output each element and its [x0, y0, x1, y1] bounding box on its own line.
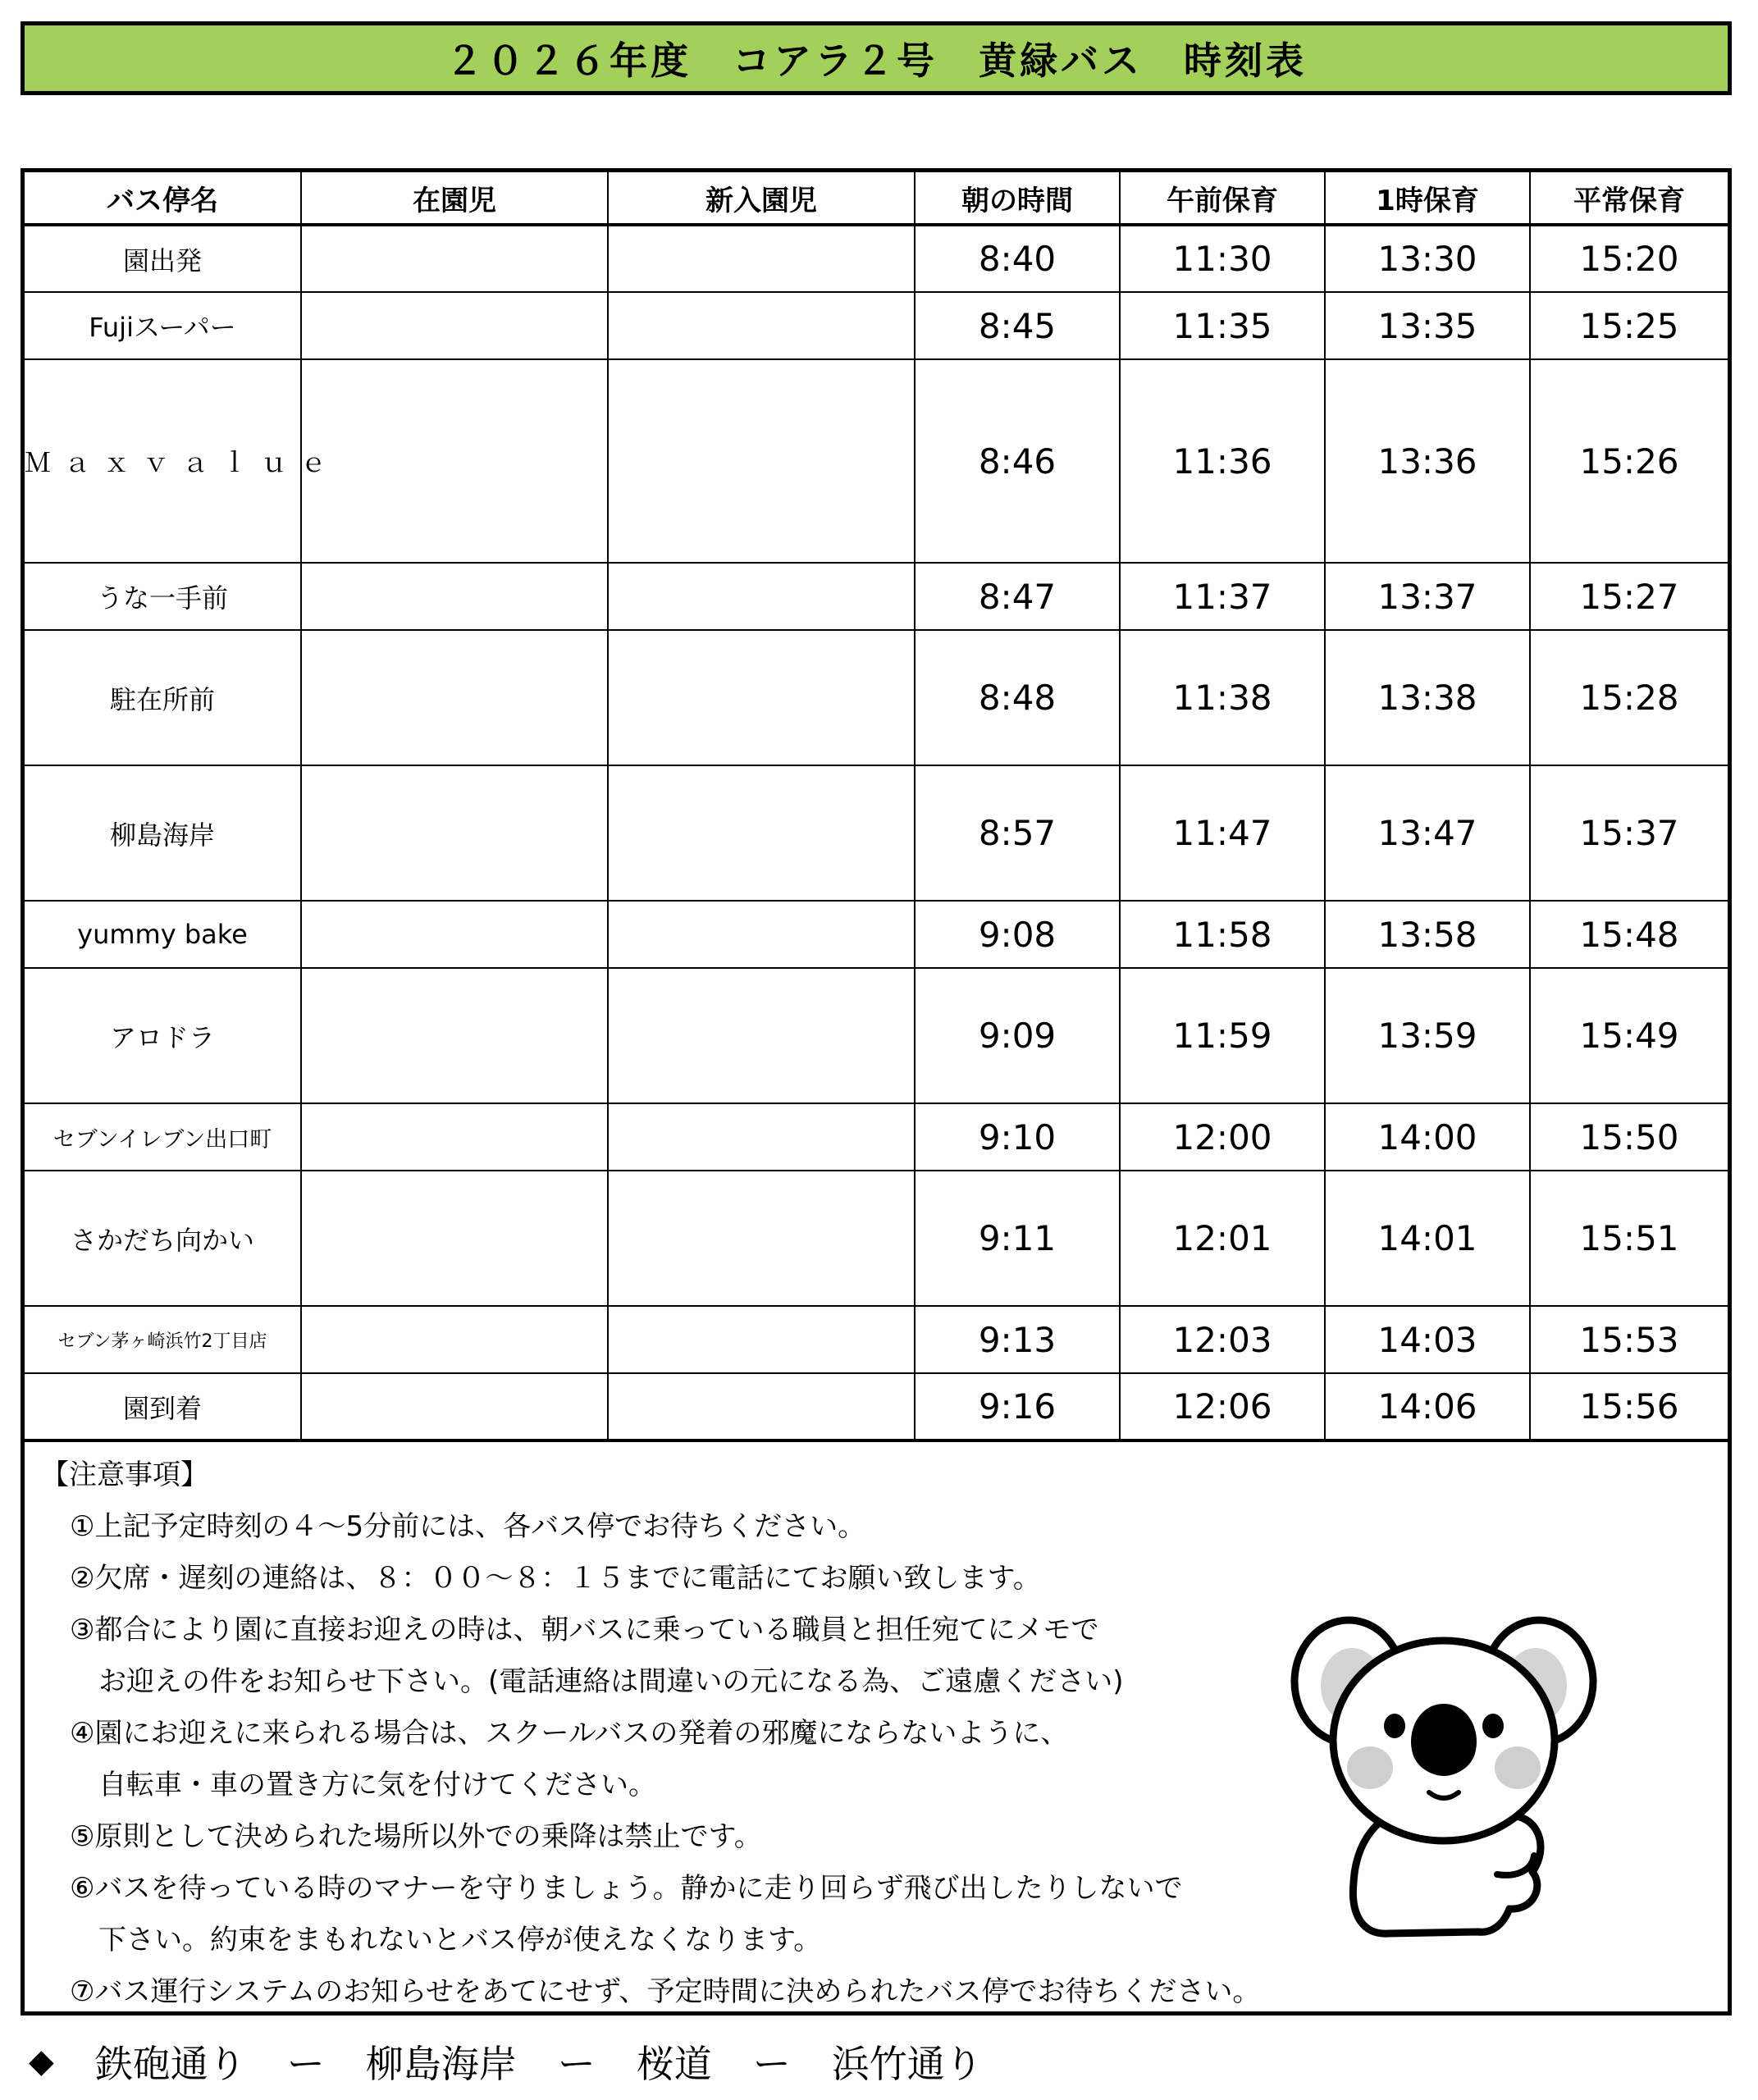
time-1pm: 14:06 — [1325, 1373, 1530, 1440]
stop-name: セブン茅ヶ崎浜竹2丁目店 — [25, 1306, 301, 1373]
stop-name: 園出発 — [25, 225, 301, 292]
route-separator: ー — [752, 2042, 791, 2086]
header-morning: 朝の時間 — [915, 172, 1120, 225]
time-1pm: 13:38 — [1325, 630, 1530, 765]
note-line: ②欠席・遅刻の連絡は、８：００～８：１５までに電話にてお願い致します。 — [70, 1562, 1041, 1595]
header-1pm: 1時保育 — [1325, 172, 1530, 225]
time-regular: 15:20 — [1530, 225, 1728, 292]
stop-name: yummy bake — [25, 901, 301, 968]
time-1pm: 14:03 — [1325, 1306, 1530, 1373]
table-row — [25, 359, 1728, 563]
current-cell — [301, 630, 608, 765]
route-separator: ー — [286, 2042, 325, 2086]
current-cell — [301, 901, 608, 968]
timetable-sheet — [21, 168, 1732, 2016]
new-cell — [608, 968, 915, 1103]
time-regular: 15:53 — [1530, 1306, 1728, 1373]
time-regular: 15:51 — [1530, 1171, 1728, 1306]
time-regular: 15:48 — [1530, 901, 1728, 968]
time-am: 11:37 — [1120, 563, 1325, 630]
header-current: 在園児 — [301, 172, 608, 225]
note-line: ⑥バスを待っている時のマナーを守りましょう。静かに走り回らず飛び出したりしないで — [70, 1872, 1183, 1905]
route-separator: ー — [557, 2042, 596, 2086]
time-1pm: 14:00 — [1325, 1103, 1530, 1171]
time-regular: 15:49 — [1530, 968, 1728, 1103]
header-regular: 平常保育 — [1530, 172, 1728, 225]
time-morning: 8:48 — [915, 630, 1120, 765]
timetable — [25, 172, 1728, 1442]
route-stop: 柳島海岸 — [365, 2042, 517, 2086]
note-line: ⑦バス運行システムのお知らせをあてにせず、予定時間に決められたバス停でお待ちください。 — [70, 1975, 1261, 2008]
current-cell — [301, 1171, 608, 1306]
time-am: 11:47 — [1120, 765, 1325, 901]
table-row — [25, 630, 1728, 765]
time-am: 12:01 — [1120, 1171, 1325, 1306]
stop-name: Fujiスーパー — [25, 292, 301, 359]
table-row — [25, 765, 1728, 901]
table-row — [25, 901, 1728, 968]
route-stop: 桜道 — [636, 2042, 712, 2086]
current-cell — [301, 292, 608, 359]
new-cell — [608, 1171, 915, 1306]
time-am: 12:00 — [1120, 1103, 1325, 1171]
time-1pm: 13:37 — [1325, 563, 1530, 630]
time-regular: 15:56 — [1530, 1373, 1728, 1440]
diamond-icon: ◆ — [29, 2043, 54, 2080]
time-am: 11:58 — [1120, 901, 1325, 968]
new-cell — [608, 765, 915, 901]
header-new: 新入園児 — [608, 172, 915, 225]
stop-name: 園到着 — [25, 1373, 301, 1440]
time-1pm: 13:36 — [1325, 359, 1530, 563]
table-row — [25, 563, 1728, 630]
stop-name: うな一手前 — [25, 563, 301, 630]
time-regular: 15:27 — [1530, 563, 1728, 630]
time-1pm: 13:30 — [1325, 225, 1530, 292]
note-line: ①上記予定時刻の４～5分前には、各バス停でお待ちください。 — [70, 1510, 866, 1543]
time-regular: 15:37 — [1530, 765, 1728, 901]
time-morning: 8:47 — [915, 563, 1120, 630]
time-1pm: 14:01 — [1325, 1171, 1530, 1306]
table-row — [25, 1103, 1728, 1171]
new-cell — [608, 901, 915, 968]
table-row — [25, 292, 1728, 359]
new-cell — [608, 563, 915, 630]
current-cell — [301, 1373, 608, 1440]
stop-name: さかだち向かい — [25, 1171, 301, 1306]
stop-name: 柳島海岸 — [25, 765, 301, 901]
stop-name: アロドラ — [25, 968, 301, 1103]
stop-name: 駐在所前 — [25, 630, 301, 765]
time-am: 12:06 — [1120, 1373, 1325, 1440]
time-morning: 8:40 — [915, 225, 1120, 292]
current-cell — [301, 968, 608, 1103]
time-morning: 8:57 — [915, 765, 1120, 901]
time-regular: 15:26 — [1530, 359, 1728, 563]
notes-heading: 【注意事項】 — [41, 1459, 208, 1491]
time-1pm: 13:59 — [1325, 968, 1530, 1103]
note-line: お迎えの件をお知らせ下さい。(電話連絡は間違いの元になる為、ご遠慮ください) — [98, 1665, 1124, 1698]
current-cell — [301, 1103, 608, 1171]
note-line: 自転車・車の置き方に気を付けてください。 — [98, 1769, 656, 1801]
table-row — [25, 1373, 1728, 1440]
stop-name: セブンイレブン出口町 — [25, 1103, 301, 1171]
current-cell — [301, 225, 608, 292]
note-line: ④園にお迎えに来られる場合は、スクールバスの発着の邪魔にならないように、 — [70, 1717, 1069, 1750]
time-morning: 9:11 — [915, 1171, 1120, 1306]
table-row — [25, 1171, 1728, 1306]
stop-name: Ｍａｘｖａｌｕｅ — [25, 359, 301, 563]
time-1pm: 13:35 — [1325, 292, 1530, 359]
time-regular: 15:50 — [1530, 1103, 1728, 1171]
current-cell — [301, 1306, 608, 1373]
time-morning: 9:16 — [915, 1373, 1120, 1440]
new-cell — [608, 359, 915, 563]
current-cell — [301, 765, 608, 901]
new-cell — [608, 1103, 915, 1171]
time-am: 11:35 — [1120, 292, 1325, 359]
time-morning: 8:45 — [915, 292, 1120, 359]
route-stop: 鉄砲通り — [94, 2042, 246, 2086]
header-row — [25, 172, 1728, 225]
current-cell — [301, 563, 608, 630]
time-am: 11:36 — [1120, 359, 1325, 563]
time-regular: 15:25 — [1530, 292, 1728, 359]
time-am: 11:30 — [1120, 225, 1325, 292]
new-cell — [608, 630, 915, 765]
new-cell — [608, 225, 915, 292]
table-row — [25, 1306, 1728, 1373]
note-line: ⑤原則として決められた場所以外での乗降は禁止です。 — [70, 1820, 762, 1853]
time-1pm: 13:58 — [1325, 901, 1530, 968]
time-am: 12:03 — [1120, 1306, 1325, 1373]
table-row — [25, 968, 1728, 1103]
note-line: 下さい。約束をまもれないとバス停が使えなくなります。 — [98, 1924, 822, 1956]
new-cell — [608, 1306, 915, 1373]
time-morning: 8:46 — [915, 359, 1120, 563]
time-am: 11:59 — [1120, 968, 1325, 1103]
time-am: 11:38 — [1120, 630, 1325, 765]
route-stop: 浜竹通り — [831, 2042, 983, 2086]
current-cell — [301, 359, 608, 563]
time-morning: 9:08 — [915, 901, 1120, 968]
koala-icon — [1288, 1589, 1600, 1942]
table-row — [25, 225, 1728, 292]
time-morning: 9:10 — [915, 1103, 1120, 1171]
route-line — [29, 2033, 983, 2090]
time-morning: 9:13 — [915, 1306, 1120, 1373]
time-1pm: 13:47 — [1325, 765, 1530, 901]
new-cell — [608, 1373, 915, 1440]
page-title: ２０２６年度 コアラ２号 黄緑バス 時刻表 — [21, 21, 1732, 95]
time-morning: 9:09 — [915, 968, 1120, 1103]
header-am: 午前保育 — [1120, 172, 1325, 225]
header-stop: バス停名 — [25, 172, 301, 225]
notes-section — [25, 1449, 1370, 2018]
note-line: ③都合により園に直接お迎えの時は、朝バスに乗っている職員と担任宛てにメモで — [70, 1614, 1099, 1646]
time-regular: 15:28 — [1530, 630, 1728, 765]
new-cell — [608, 292, 915, 359]
